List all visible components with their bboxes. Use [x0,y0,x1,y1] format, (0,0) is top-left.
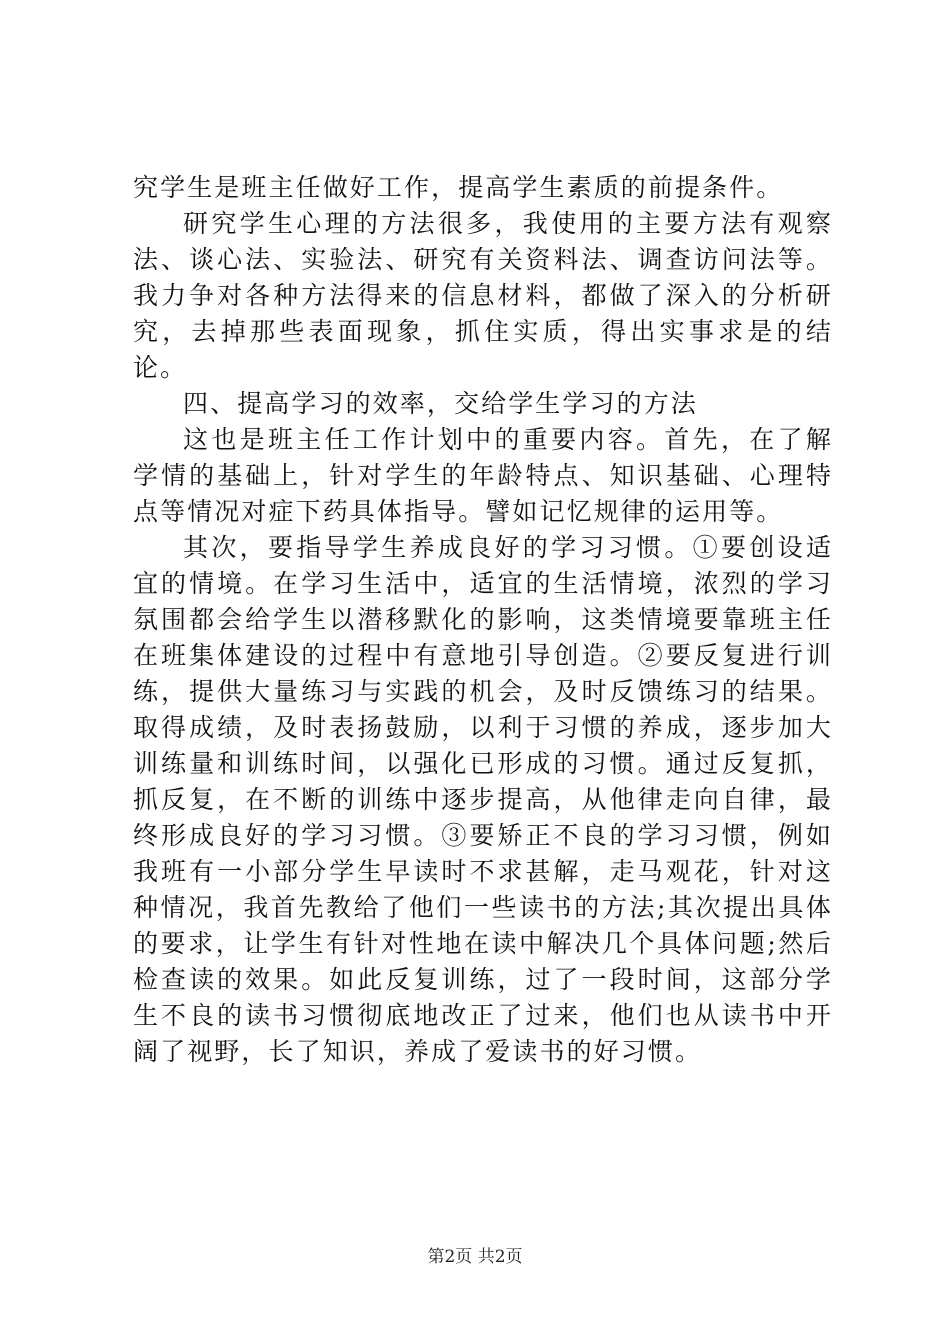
paragraph-guidance: 这也是班主任工作计划中的重要内容。首先，在了解学情的基础上，针对学生的年龄特点、知识基础、心理特点等情况对症下药具体指导。譬如记忆规律的运用等。 [133,425,833,526]
document-body [133,170,833,1070]
paragraph-continuation: 究学生是班主任做好工作，提高学生素质的前提条件。 [133,173,784,202]
page-footer: 第2页 共2页 [427,1247,523,1267]
section-heading: 四、提高学习的效率，交给学生学习的方法 [183,389,698,418]
paragraph-study-habits: 其次，要指导学生养成良好的学习习惯。①要创设适宜的情境。在学习生活中，适宜的生活情境，浓烈的学习氛围都会给学生以潜移默化的影响，这类情境要靠班主任在班集体建设的过程中有意地引导创造。②要反复进行训练，提供大量练习与实践的机会，及时反馈练习的结果。取得成绩，及时表扬鼓励，以利于习惯的养成，逐步加大训练量和训练时间，以强化已形成的习惯。通过反复抓，抓反复，在不断的训练中逐步提高，从他律走向自律，最终形成良好的学习习惯。③要矫正不良的学习习惯，例如我班有一小部分学生早读时不求甚解，走马观花，针对这种情况，我首先教给了他们一些读书的方法;其次提出具体的要求，让学生有针对性地在读中解决几个具体问题;然后检查读的效果。如此反复训练，过了一段时间，这部分学生不良的读书习惯彻底地改正了过来，他们也从读书中开阔了视野，长了知识，养成了爱读书的好习惯。 [133,533,833,1066]
paragraph-research-methods: 研究学生心理的方法很多，我使用的主要方法有观察法、谈心法、实验法、研究有关资料法、调查访问法等。我力争对各种方法得来的信息材料，都做了深入的分析研究，去掉那些表面现象，抓住实质，得出实事求是的结论。 [133,209,833,382]
